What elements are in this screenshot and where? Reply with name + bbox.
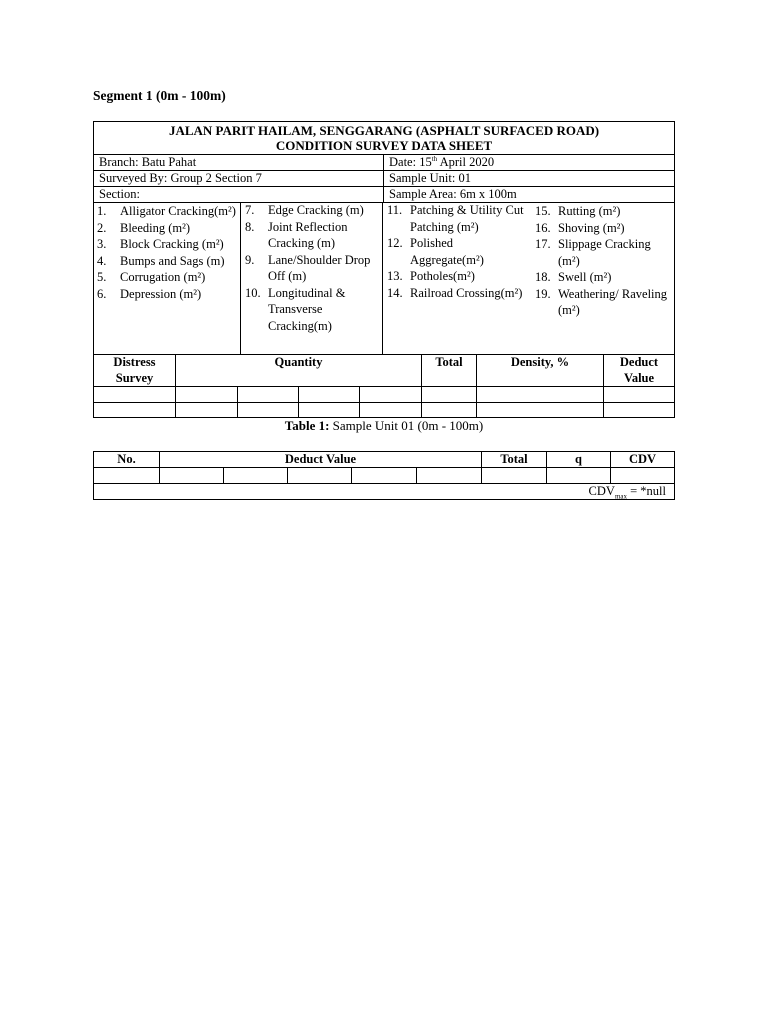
cdv-max-suffix: = *null: [627, 484, 666, 498]
distress-type-item: [387, 268, 527, 285]
distress-type-number: 11.: [387, 203, 403, 217]
distress-type-label: Weathering/ Raveling (m²): [558, 286, 668, 317]
deduct-value-header: Deduct Value: [619, 355, 659, 385]
distress-type-item: [245, 219, 380, 252]
distress-type-item: [535, 203, 673, 220]
distress-type-number: 2.: [97, 220, 107, 235]
sample-area-field: Sample Area: 6m x 100m: [389, 187, 517, 201]
column-divider: [351, 467, 352, 483]
branch-field: Branch: Batu Pahat: [99, 155, 197, 169]
distress-type-item: [245, 202, 380, 219]
sheet-title-line2: CONDITION SURVEY DATA SHEET: [275, 138, 493, 153]
distress-type-item: [97, 220, 237, 237]
distress-type-label: Patching & Utility Cut Patching (m²): [410, 203, 524, 234]
section-field: Section:: [99, 187, 140, 201]
cdv-header: CDV: [628, 452, 657, 466]
density-header: Density, %: [510, 355, 570, 369]
distress-type-number: 8.: [245, 219, 255, 234]
distress-survey-header: Distress Survey: [113, 355, 156, 385]
cdv-max-note: [588, 484, 666, 501]
distress-type-number: 4.: [97, 253, 107, 268]
distress-type-number: 14.: [387, 285, 403, 300]
distress-type-item: [97, 203, 237, 220]
distress-type-number: 19.: [535, 286, 551, 301]
distress-type-label: Longitudinal & Transverse Cracking(m): [268, 285, 346, 333]
distress-type-item: [97, 236, 237, 253]
date-prefix: Date: 15: [389, 155, 432, 169]
distress-type-number: 16.: [535, 220, 551, 235]
column-divider: [237, 386, 238, 418]
column-divider: [240, 202, 241, 355]
distress-type-label: Railroad Crossing(m²): [410, 285, 523, 300]
distress-type-label: Swell (m²): [558, 270, 612, 284]
row-divider: [94, 483, 674, 484]
distress-type-label: Joint Reflection Cracking (m): [268, 219, 348, 250]
distress-type-number: 6.: [97, 286, 107, 301]
date-suffix: April 2020: [437, 155, 495, 169]
distress-type-item: [535, 286, 673, 319]
distress-type-label: Potholes(m²): [410, 269, 475, 283]
distress-type-item: [387, 202, 527, 235]
row-divider: [94, 402, 674, 403]
sheet-title-line1: JALAN PARIT HAILAM, SENGGARANG (ASPHALT SURFACED ROAD): [168, 123, 600, 138]
distress-type-label: Rutting (m²): [558, 204, 621, 218]
distress-type-item: [535, 220, 673, 237]
sheet-title: [94, 122, 674, 155]
distress-type-label: Depression (m²): [120, 286, 202, 301]
distress-type-item: [245, 252, 380, 285]
segment-heading: Segment 1 (0m - 100m): [93, 88, 226, 103]
distress-type-label: Corrugation (m²): [120, 270, 206, 284]
column-divider: [298, 386, 299, 418]
distress-type-item: [387, 235, 527, 268]
distress-type-item: [387, 285, 527, 302]
caption-text: Sample Unit 01 (0m - 100m): [329, 418, 484, 433]
column-divider: [359, 386, 360, 418]
distress-type-label: Shoving (m²): [558, 220, 625, 235]
distress-type-label: Alligator Cracking(m²): [120, 204, 236, 218]
distress-type-number: 5.: [97, 270, 107, 284]
column-divider: [287, 467, 288, 483]
distress-type-item: [97, 286, 237, 303]
cdv-max-subscript: max: [614, 492, 627, 501]
distress-type-number: 7.: [245, 203, 255, 217]
row-divider: [94, 386, 674, 387]
condition-survey-data-sheet: [93, 121, 675, 418]
deduct-value-table: [93, 451, 675, 500]
distress-type-number: 10.: [245, 285, 261, 300]
distress-type-item: [97, 253, 237, 270]
distress-type-number: 18.: [535, 270, 551, 284]
column-divider: [416, 467, 417, 483]
distress-type-number: 1.: [97, 204, 107, 218]
date-field: [384, 155, 674, 171]
table-caption: [0, 418, 768, 434]
distress-type-item: [535, 236, 673, 269]
distress-list-col3: [387, 202, 527, 301]
distress-type-label: Bleeding (m²): [120, 220, 191, 235]
caption-label: Table 1:: [284, 418, 330, 433]
distress-type-number: 15.: [535, 204, 551, 218]
date-superscript: th: [431, 154, 438, 163]
no-header: No.: [117, 452, 136, 466]
quantity-header: Quantity: [274, 355, 323, 369]
distress-list-col1: [97, 203, 237, 302]
distress-list-col4: [535, 203, 673, 319]
distress-type-number: 17.: [535, 237, 551, 251]
distress-type-item: [535, 269, 673, 286]
surveyed-by-field: Surveyed By: Group 2 Section 7: [99, 171, 262, 185]
cdv-max-prefix: CDV: [588, 484, 615, 498]
distress-type-label: Block Cracking (m²): [120, 237, 224, 251]
distress-type-number: 12.: [387, 236, 403, 250]
distress-type-label: Edge Cracking (m): [268, 203, 364, 217]
distress-type-item: [245, 285, 380, 335]
distress-type-number: 13.: [387, 269, 403, 283]
sample-unit-field: Sample Unit: 01: [389, 171, 471, 185]
q-header: q: [575, 452, 582, 466]
distress-type-label: Polished Aggregate(m²): [410, 236, 484, 267]
distress-type-label: Bumps and Sags (m): [120, 253, 225, 268]
column-divider: [382, 202, 383, 355]
deduct-value-header: Deduct Value: [284, 452, 357, 466]
distress-list-col2: [245, 202, 380, 334]
distress-type-number: 9.: [245, 252, 255, 267]
total-header: Total: [500, 452, 528, 466]
distress-type-label: Slippage Cracking (m²): [558, 237, 651, 268]
column-divider: [223, 467, 224, 483]
distress-type-item: [97, 269, 237, 286]
distress-type-number: 3.: [97, 237, 107, 251]
distress-type-label: Lane/Shoulder Drop Off (m): [268, 252, 371, 283]
total-header: Total: [435, 355, 463, 369]
